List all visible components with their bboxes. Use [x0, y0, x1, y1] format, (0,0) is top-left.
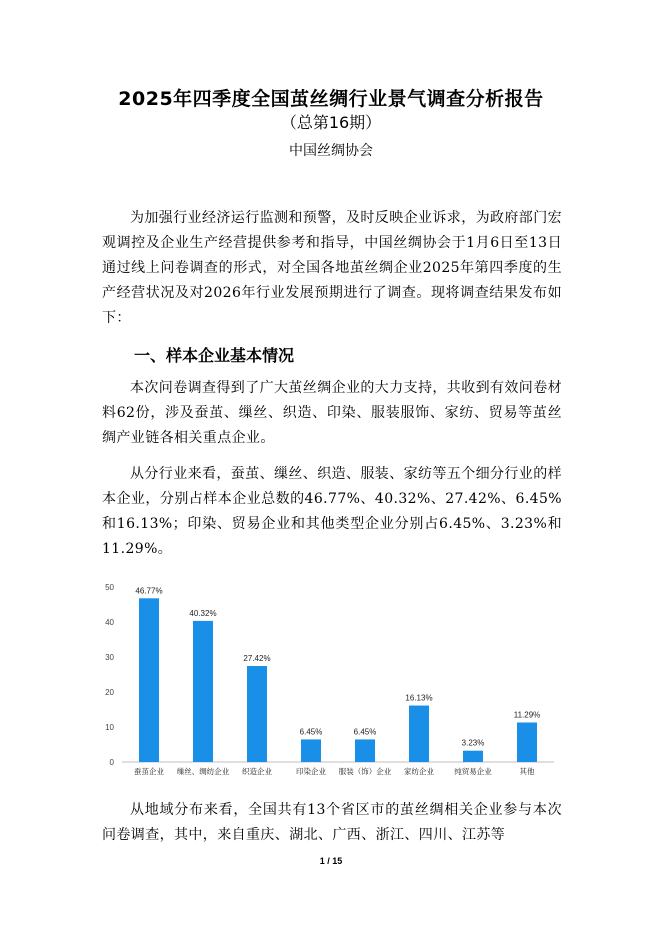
category-label: 家纺企业: [404, 767, 434, 776]
data-label: 27.42%: [243, 654, 271, 664]
data-label: 6.45%: [353, 727, 377, 737]
data-label: 40.32%: [189, 608, 217, 618]
bar: [355, 739, 375, 762]
section-heading: 一、样本企业基本情况: [134, 346, 295, 365]
region-paragraph: 从地域分布来看，全国共有13个省区市的茧丝绸相关企业参与本次问卷调查，其中，来自重庆、湖北、广西、浙江、四川、江苏等: [102, 802, 562, 843]
y-tick-label: 50: [105, 583, 114, 592]
organization-name: 中国丝绸协会: [289, 143, 373, 159]
intro-paragraph: 为加强行业经济运行监测和预警，及时反映企业诉求，为政府部门宏观调控及企业生产经营提供参考和指导，中国丝绸协会于1月6日至13日通过线上问卷调查的形式，对全国各地茧丝绸企业2025年第四季度的生产经营状况及对2026年行业发展预期进行了调查。现将调查结果发布如下：: [102, 210, 562, 326]
bar: [301, 739, 321, 762]
data-label: 6.45%: [299, 727, 323, 737]
bar: [463, 751, 483, 762]
bar: [247, 666, 267, 762]
y-tick-label: 30: [105, 653, 114, 662]
bar: [517, 722, 537, 762]
category-label: 印染企业: [296, 767, 326, 776]
report-subtitle: （总第16期）: [280, 113, 382, 132]
bar: [193, 621, 213, 762]
report-title: 2025年四季度全国茧丝绸行业景气调查分析报告: [118, 88, 544, 110]
data-label: 46.77%: [135, 586, 163, 596]
category-label: 织造企业: [242, 767, 272, 776]
bar: [139, 598, 159, 762]
page-number: 1 / 15: [319, 856, 343, 866]
industry-share-bar-chart: [92, 578, 562, 778]
data-label: 16.13%: [405, 693, 433, 703]
category-label: 纯贸易企业: [454, 767, 492, 776]
y-tick-label: 0: [109, 758, 114, 767]
y-tick-label: 10: [105, 723, 114, 732]
data-label: 11.29%: [513, 710, 541, 720]
category-label: 其他: [519, 767, 535, 776]
y-tick-label: 40: [105, 618, 114, 627]
data-label: 3.23%: [461, 738, 485, 748]
industry-paragraph: 从分行业来看，蚕茧、缫丝、织造、服装、家纺等五个细分行业的样本企业，分别占样本企业总数的46.77%、40.32%、27.42%、6.45%和16.13%；印染、贸易企业和其他类型企业分别占6.45%、3.23%和11.29%。: [102, 466, 562, 557]
category-label: 蚕茧企业: [134, 767, 164, 776]
sample-paragraph: 本次问卷调查得到了广大茧丝绸企业的大力支持，共收到有效问卷材料62份，涉及蚕茧、缫丝、织造、印染、服装服饰、家纺、贸易等茧丝绸产业链各相关重点企业。: [102, 380, 562, 446]
bar: [409, 706, 429, 762]
category-label: 服装（饰）企业: [338, 767, 392, 776]
category-label: 缫丝、绸纺企业: [176, 767, 230, 776]
y-tick-label: 20: [105, 688, 114, 697]
